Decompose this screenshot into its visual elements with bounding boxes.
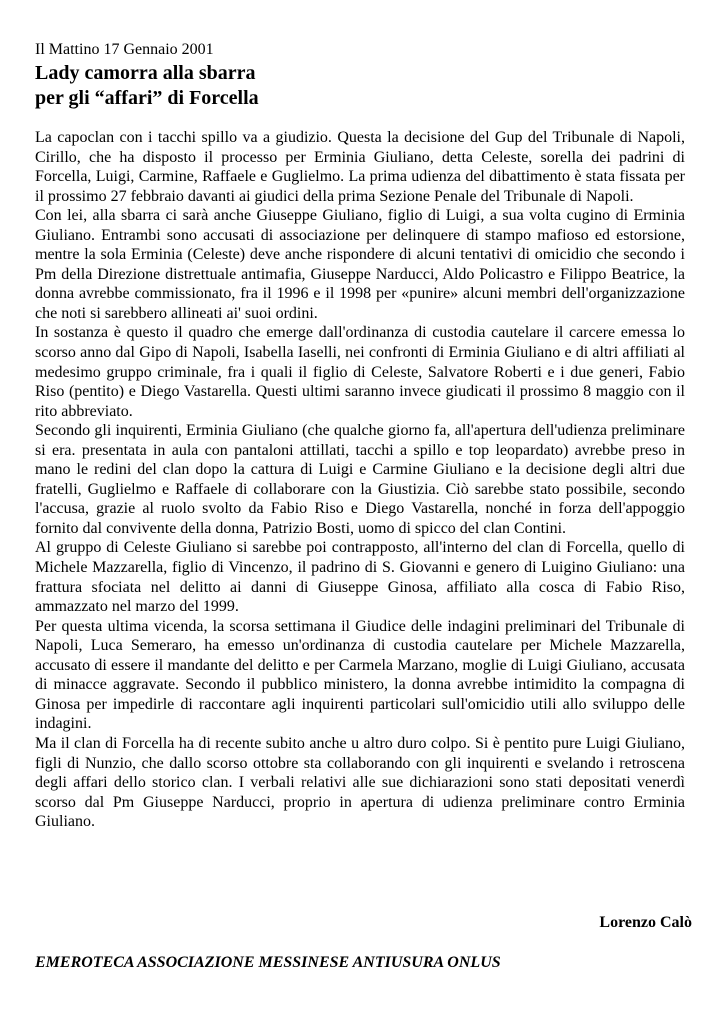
paragraph: Per questa ultima vicenda, la scorsa settimana il Giudice delle indagini preliminari del Tribunale di Napoli, Luca Semeraro, ha emesso un'ordinanza di custodia cautelare per Michele Mazzarella, accusato di essere il mandante del delitto e per Carmela Marzano, moglie di Luigi Giuliano, accusata di minacce aggravate. Secondo il pubblico ministero, la donna avrebbe intimidito la compagna di Ginosa per impedirle di raccontare agli inquirenti particolari sull'omicidio utili allo sviluppo delle indagini. — [35, 617, 685, 733]
source-date-line: Il Mattino 17 Gennaio 2001 — [35, 41, 214, 58]
author-byline: Lorenzo Calò — [599, 914, 692, 931]
paragraph: La capoclan con i tacchi spillo va a giudizio. Questa la decisione del Gup del Tribunale di Napoli, Cirillo, che ha disposto il processo per Erminia Giuliano, detta Celeste, sorella dei padrini di Forcella, Luigi, Carmine, Raffaele e Guglielmo. La prima udienza del dibattimento è stata fissata per il prossimo 27 febbraio davanti ai giudici della prima Sezione Penale del Tribunale di Napoli. — [35, 129, 685, 205]
footer-organization: EMEROTECA ASSOCIAZIONE MESSINESE ANTIUSURA ONLUS — [35, 954, 501, 971]
paragraph: Con lei, alla sbarra ci sarà anche Giuseppe Giuliano, figlio di Luigi, a sua volta cugino di Erminia Giuliano. Entrambi sono accusati di associazione per delinquere di stampo mafioso ed estorsione, mentre la sola Erminia (Celeste) deve anche rispondere di alcuni tentativi di omicidio che secondo i Pm della Direzione distrettuale antimafia, Giuseppe Narducci, Aldo Policastro e Filippo Beatrice, la donna avrebbe commissionato, fra il 1996 e il 1998 per «punire» alcuni membri dell'organizzazione che noti si sarebbero allineati ai' suoi ordini. — [35, 207, 685, 322]
paragraph: Al gruppo di Celeste Giuliano si sarebbe poi contrapposto, all'interno del clan di Forcella, quello di Michele Mazzarella, figlio di Vincenzo, il padrino di S. Giovanni e genero di Luigino Giuliano: una frattura sfociata nel delitto ai danni di Giuseppe Ginosa, affiliato alla cosca di Fabio Riso, ammazzato nel marzo del 1999. — [35, 539, 685, 616]
paragraph: Secondo gli inquirenti, Erminia Giuliano (che qualche giorno fa, all'apertura dell'udienza preliminare si era. presentata in aula con pantaloni attillati, tacchi a spillo e top leopardato) avrebbe preso in mano le redini del clan dopo la cattura di Luigi e Carmine Giuliano e la decisione degli altri due fratelli, Guglielmo e Raffaele di collaborare con la Giustizia. Ciò sarebbe stato possibile, secondo l'accusa, grazie al ruolo svolto da Fabio Riso e Diego Vastarella, nonché in forza dell'appoggio fornito dal convivente della donna, Patrizio Bosti, uomo di spicco del clan Contini. — [35, 422, 685, 537]
article — [35, 40, 685, 832]
headline-line-2: per gli “affari” di Forcella — [35, 87, 259, 109]
headline — [35, 61, 685, 111]
article-body — [35, 128, 685, 832]
paragraph: Ma il clan di Forcella ha di recente subito anche u altro duro colpo. Si è pentito pure Luigi Giuliano, figli di Nunzio, che dallo scorso ottobre sta collaborando con gli inquirenti e svelando i retroscena degli affari dello storico clan. I verbali relativi alle sue dichiarazioni sono stati depositati venerdì scorso dal Pm Giuseppe Narducci, proprio in apertura di udienza preliminare contro Erminia Giuliano. — [35, 734, 685, 831]
paragraph: In sostanza è questo il quadro che emerge dall'ordinanza di custodia cautelare il carcere emessa lo scorso anno dal Gipo di Napoli, Isabella Iaselli, nei confronti di Erminia Giuliano e di altri affiliati al medesimo gruppo criminale, fra i quali il figlio di Celeste, Salvatore Roberti e i due generi, Fabio Riso (pentito) e Diego Vastarella. Questi ultimi saranno invece giudicati il prossimo 8 maggio con il rito abbreviato. — [35, 324, 685, 420]
headline-line-1: Lady camorra alla sbarra — [35, 62, 256, 84]
